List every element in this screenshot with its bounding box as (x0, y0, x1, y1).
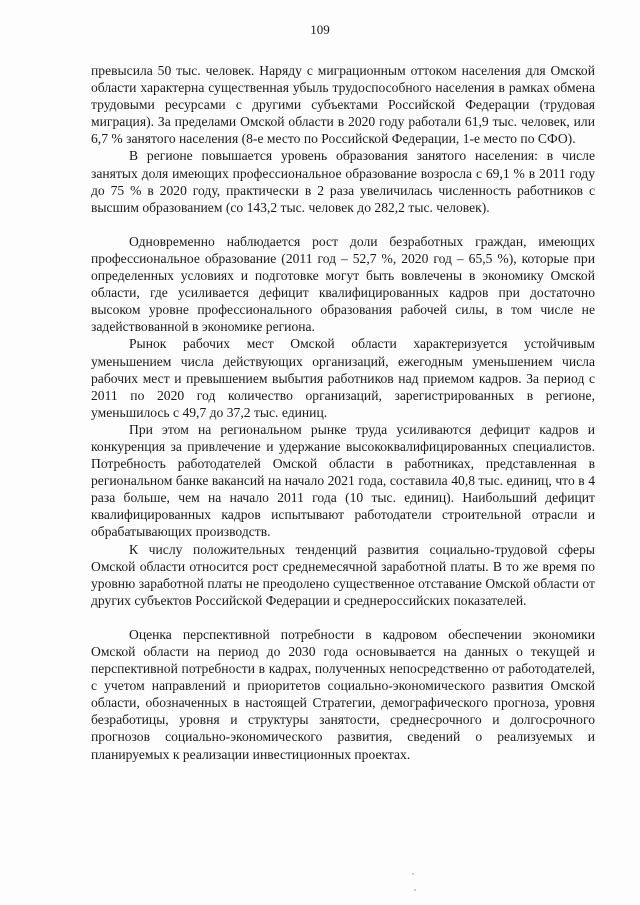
paragraph-unemployed-professional: Одновременно наблюдается рост доли безработных граждан, имеющих профессиональное образование (2011 год – 52,7 %, 2020 год – 65,5 %), которые при определенных условиях и подготовке могут быть вовлечены в экономику Омской области, где усиливается дефицит квалифицированных кадров при достаточно высоком уровне профессионального образования рабочей силы, в том числе не задействованной в экономике региона. (91, 233, 595, 335)
body-text (91, 62, 595, 763)
paragraph-wage-trends: К числу положительных тенденций развития социально-трудовой сферы Омской области относится рост среднемесячной заработной платы. В то же время по уровню заработной платы не преодолено существенное отставание Омской области от других субъектов Российской Федерации и среднероссийских показателей. (91, 541, 595, 608)
page-number: 109 (310, 22, 330, 37)
scan-speck (414, 889, 416, 891)
paragraph-job-market: Рынок рабочих мест Омской области характеризуется устойчивым уменьшением числа действующих организаций, ежегодным уменьшением числа рабочих мест и превышением выбытия работников над приемом кадров. За период с 2011 по 2020 год количество организаций, зарегистрированных в регионе, уменьшилось с 49,7 до 37,2 тыс. единиц. (91, 336, 595, 420)
paragraph-labor-shortage: При этом на региональном рынке труда усиливаются дефицит кадров и конкуренция за привлечение и удержание высококвалифицированных специалистов. Потребность работодателей Омской области в работниках, представленная в региональном банке вакансий на начало 2021 года, составила 40,8 тыс. единиц, что в 4 раза больше, чем на начало 2011 года (10 тыс. единиц). Наибольший дефицит квалифицированных кадров испытывают работодатели строительной отрасли и обрабатывающих производств. (91, 421, 595, 540)
paragraph-education-level: В регионе повышается уровень образования занятого населения: в числе занятых доля имеющих профессиональное образование возросла с 69,1 % в 2011 году до 75 % в 2020 году, практически в 2 раза увеличилась численность работников с высшим образованием (со 143,2 тыс. человек до 282,2 тыс. человек). (91, 148, 595, 215)
paragraph-staffing-forecast: Оценка перспективной потребности в кадровом обеспечении экономики Омской области на период до 2030 года основывается на данных о текущей и перспективной потребности в кадрах, полученных непосредственно от работодателей, с учетом направлений и приоритетов социально-экономического развития Омской области, обозначенных в настоящей Стратегии, демографического прогноза, уровня безработицы, уровня и структуры занятости, среднесрочного и долгосрочного прогнозов социально-экономического развития, сведений о реализуемых и планируемых к реализации инвестиционных проектах. (91, 626, 595, 762)
paragraph-migration: превысила 50 тыс. человек. Наряду с миграционным оттоком населения для Омской области характерна существенная убыль трудоспособного населения в рамках обмена трудовыми ресурсами с другими субъектами Российской Федерации (трудовая миграция). За пределами Омской области в 2020 году работали 61,9 тыс. человек, или 6,7 % занятого населения (8-е место по Российской Федерации, 1-е место по СФО). (91, 63, 595, 147)
scan-speck (412, 873, 414, 875)
